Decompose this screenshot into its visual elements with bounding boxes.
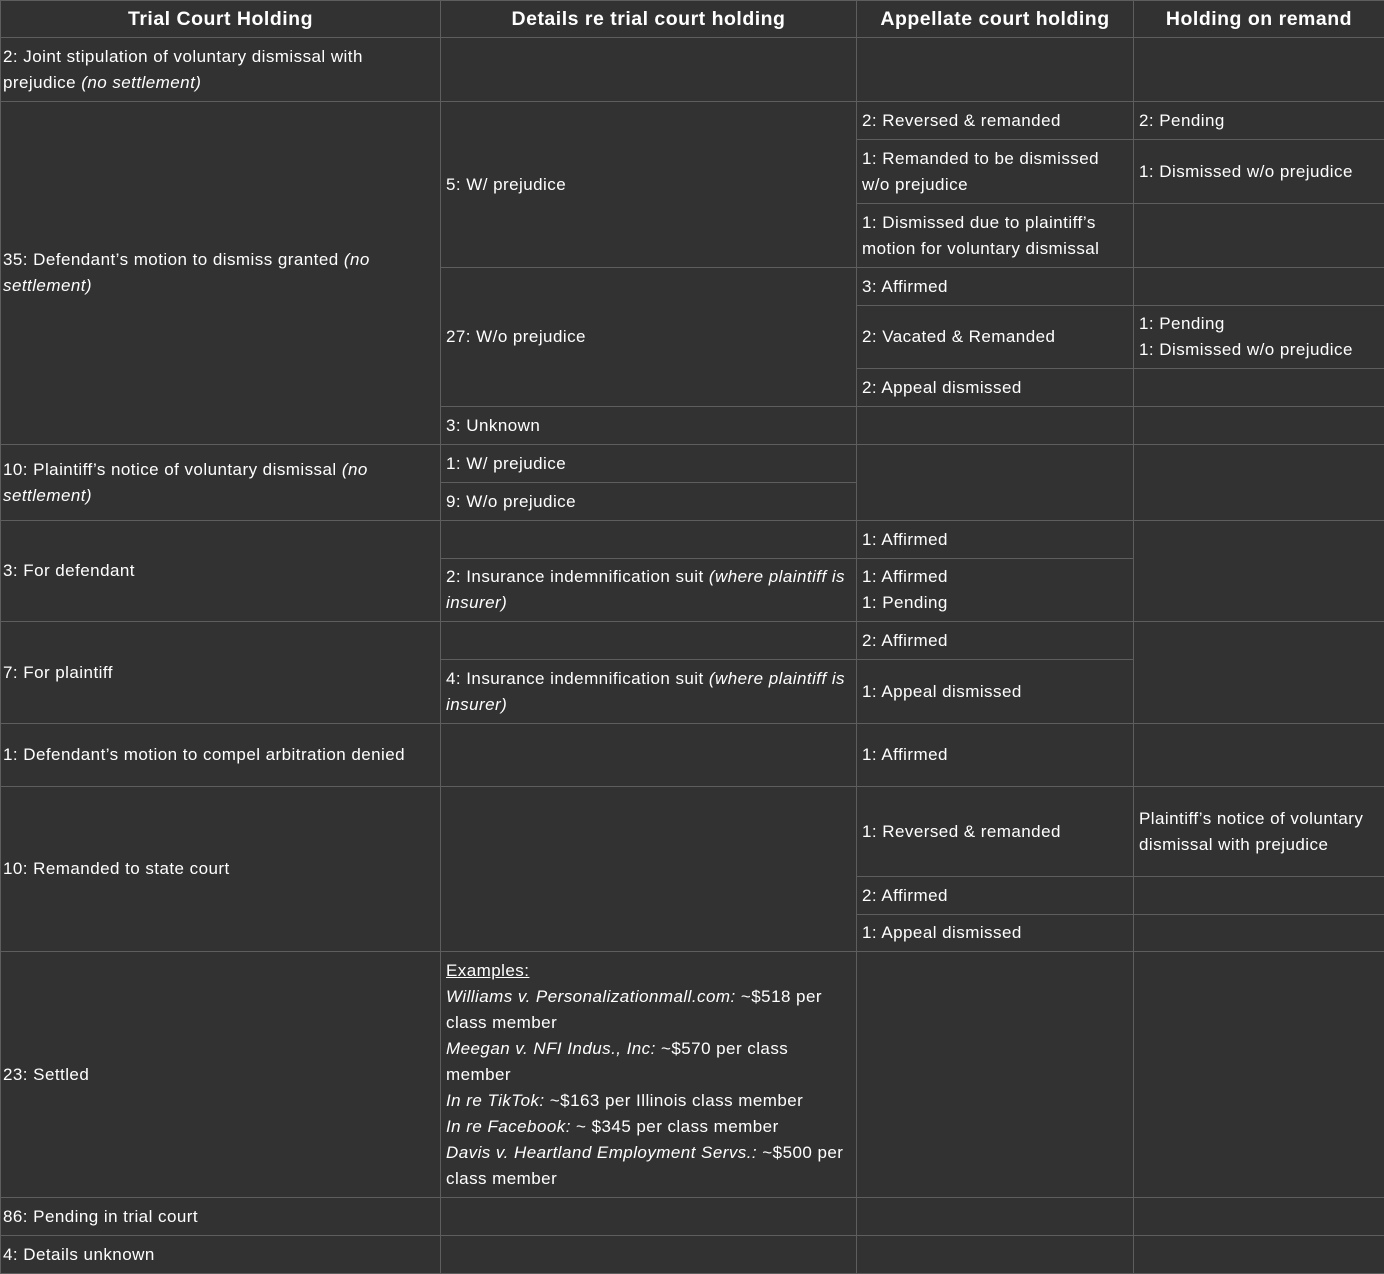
header-holding-on-remand: Holding on remand [1134, 1, 1384, 38]
cell-remand [1134, 915, 1384, 952]
cell-remand: Plaintiff’s notice of voluntary dismissal with prejudice [1134, 787, 1384, 877]
cell-empty [857, 1236, 1134, 1274]
table-row [1, 38, 1384, 102]
table-row [1, 952, 1384, 1198]
cell-empty [857, 952, 1134, 1198]
cell-appellate: 1: Remanded to be dismissed w/o prejudice [857, 140, 1134, 204]
cell-empty [1134, 521, 1384, 622]
cell-appellate: 1: Affirmed 1: Pending [857, 559, 1134, 622]
cell-appellate: 1: Reversed & remanded [857, 787, 1134, 877]
cell-remand: 1: Dismissed w/o prejudice [1134, 140, 1384, 204]
cell-pending-trial: 86: Pending in trial court [1, 1198, 441, 1236]
cell-settled: 23: Settled [1, 952, 441, 1198]
cell-remand [1134, 369, 1384, 407]
header-row [1, 1, 1384, 38]
cell-empty [441, 787, 857, 952]
cell-empty [857, 1198, 1134, 1236]
cell-empty [857, 445, 1134, 521]
cell-remand: 2: Pending [1134, 102, 1384, 140]
cell-insurance-suit: 2: Insurance indemnification suit (where plaintiff is insurer) [441, 559, 857, 622]
cell-joint-stipulation: 2: Joint stipulation of voluntary dismissal with prejudice (no settlement) [1, 38, 441, 102]
cell-appellate: 1: Appeal dismissed [857, 915, 1134, 952]
cell-details: 1: W/ prejudice [441, 445, 857, 483]
table-row [1, 724, 1384, 787]
cell-empty [441, 38, 857, 102]
cell-empty [441, 521, 857, 559]
cell-empty [1134, 1198, 1384, 1236]
table-row [1, 1198, 1384, 1236]
cell-remand [1134, 877, 1384, 915]
cell-settlement-examples: Examples: Williams v. Personalizationmall.com: ~$518 per class member Meegan v. NFI Indus., Inc: ~$570 per class member In re TikTok: ~$163 per Illinois class member In re Facebook: ~ $345 per class member Davis v. Heartland Employment Servs.: ~$500 per class member [441, 952, 857, 1198]
cell-remand [1134, 268, 1384, 306]
cell-empty [441, 1198, 857, 1236]
cell-plaintiff-notice: 10: Plaintiff’s notice of voluntary dismissal (no settlement) [1, 445, 441, 521]
cell-empty [1134, 1236, 1384, 1274]
cell-empty [1134, 622, 1384, 724]
cell-unknown: 3: Unknown [441, 407, 857, 445]
cell-appellate: 2: Affirmed [857, 622, 1134, 660]
cell-for-defendant: 3: For defendant [1, 521, 441, 622]
example-item: In re Facebook: ~ $345 per class member [446, 1114, 850, 1140]
cell-appellate: 3: Affirmed [857, 268, 1134, 306]
cell-empty [441, 1236, 857, 1274]
cell-details-unknown: 4: Details unknown [1, 1236, 441, 1274]
cell-remand: 1: Pending 1: Dismissed w/o prejudice [1134, 306, 1384, 369]
example-item: In re TikTok: ~$163 per Illinois class member [446, 1088, 850, 1114]
cell-remanded-state: 10: Remanded to state court [1, 787, 441, 952]
table-row [1, 622, 1384, 660]
header-appellate-holding: Appellate court holding [857, 1, 1134, 38]
table-row [1, 102, 1384, 140]
cell-empty [1134, 407, 1384, 445]
cell-appellate: 1: Appeal dismissed [857, 660, 1134, 724]
cell-empty [1134, 38, 1384, 102]
cell-compel-arbitration: 1: Defendant’s motion to compel arbitration denied [1, 724, 441, 787]
cell-empty [1134, 952, 1384, 1198]
table-row [1, 1236, 1384, 1274]
cell-appellate: 1: Affirmed [857, 521, 1134, 559]
cell-empty [857, 38, 1134, 102]
cell-empty [1134, 445, 1384, 521]
example-item: Davis v. Heartland Employment Servs.: ~$500 per class member [446, 1140, 850, 1192]
cell-appellate: 1: Affirmed [857, 724, 1134, 787]
table-row [1, 521, 1384, 559]
cell-remand [1134, 204, 1384, 268]
cell-appellate: 2: Vacated & Remanded [857, 306, 1134, 369]
example-item: Meegan v. NFI Indus., Inc: ~$570 per class member [446, 1036, 850, 1088]
cell-with-prejudice: 5: W/ prejudice [441, 102, 857, 268]
example-item: Williams v. Personalizationmall.com: ~$518 per class member [446, 984, 850, 1036]
cell-details: 9: W/o prejudice [441, 483, 857, 521]
cell-appellate: 2: Appeal dismissed [857, 369, 1134, 407]
cell-motion-to-dismiss: 35: Defendant’s motion to dismiss granted (no settlement) [1, 102, 441, 445]
cell-appellate: 1: Dismissed due to plaintiff’s motion for voluntary dismissal [857, 204, 1134, 268]
cell-insurance-suit: 4: Insurance indemnification suit (where plaintiff is insurer) [441, 660, 857, 724]
cell-appellate: 2: Affirmed [857, 877, 1134, 915]
header-details: Details re trial court holding [441, 1, 857, 38]
cell-appellate: 2: Reversed & remanded [857, 102, 1134, 140]
cell-empty [857, 407, 1134, 445]
header-trial-court-holding: Trial Court Holding [1, 1, 441, 38]
cell-for-plaintiff: 7: For plaintiff [1, 622, 441, 724]
cell-empty [441, 622, 857, 660]
cell-empty [441, 724, 857, 787]
table-row [1, 787, 1384, 877]
cell-empty [1134, 724, 1384, 787]
table-row [1, 445, 1384, 483]
cell-without-prejudice: 27: W/o prejudice [441, 268, 857, 407]
